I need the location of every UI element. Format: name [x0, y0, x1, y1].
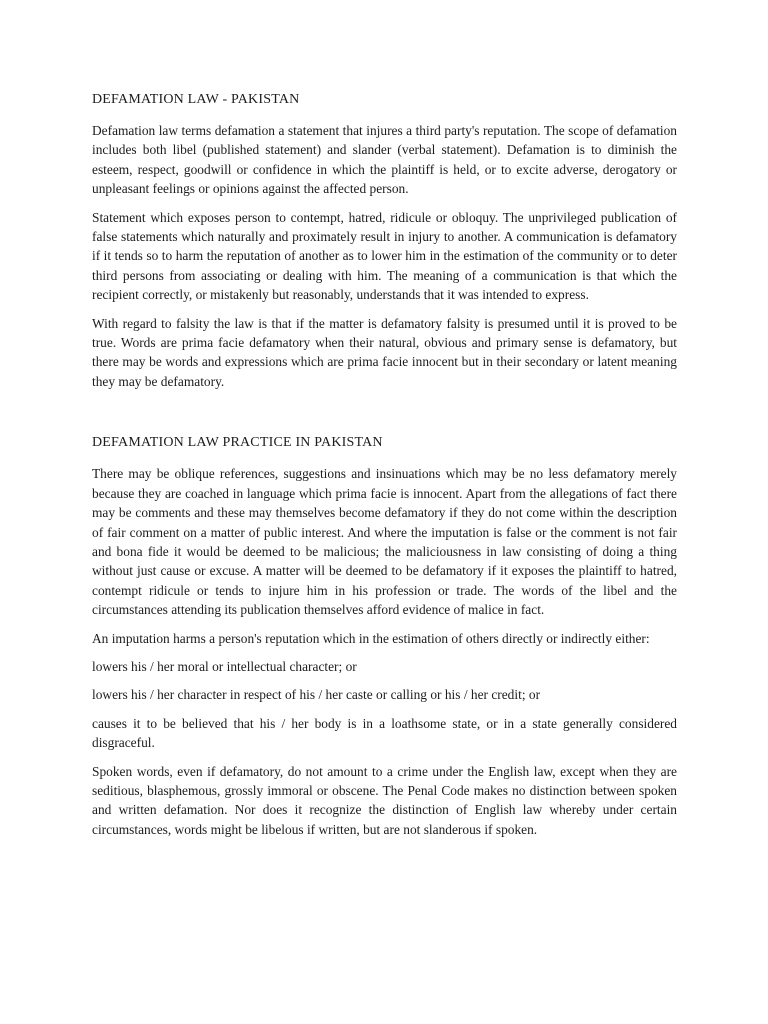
paragraph: Defamation law terms defamation a statement that injures a third party's reputation. The scope of defamation includes both libel (published statement) and slander (verbal statement). Defamation is to diminish the esteem, respect, goodwill or confidence in which the plaintiff is held, or to excite adverse, derogatory or unpleasant feelings or opinions against the affected person.	[92, 123, 677, 197]
paragraph: There may be oblique references, suggestions and insinuations which may be no less defamatory merely because they are coached in language which prima facie is innocent. Apart from the allegations of fact there may be comments and these may themselves become defamatory if they do not come within the description of fair comment on a matter of public interest. And where the imputation is false or the comment is not fair and bona fide it would be deemed to be malicious; the maliciousness in law consisting of doing a thing without just cause or excuse. A matter will be deemed to be defamatory if it exposes the plaintiff to hatred, contempt ridicule or tends to injure him in his profession or trade. The words of the libel and the circumstances attending its publication themselves afford evidence of malice in fact.	[92, 466, 677, 618]
section-spacer	[92, 400, 677, 433]
section-title: DEFAMATION LAW - PAKISTAN	[92, 92, 300, 107]
list-item: lowers his / her moral or intellectual character; or	[92, 658, 357, 674]
paragraph: Statement which exposes person to contempt, hatred, ridicule or obloquy. The unprivileged publication of false statements which naturally and proximately result in injury to another. A communication is defamatory if it tends so to harm the reputation of another as to lower him in the estimation of the community or to deter third persons from associating or dealing with him. The meaning of a communication is that which the recipient correctly, or mistakenly but reasonably, understands that it was intended to express.	[92, 209, 677, 303]
paragraph: With regard to falsity the law is that if the matter is defamatory falsity is presumed until it is proved to be true. Words are prima facie defamatory when their natural, obvious and primary sense is defamatory, but there may be words and expressions which are prima facie innocent but in their secondary or latent meaning they may be defamatory.	[92, 315, 677, 389]
list-item: causes it to be believed that his / her body is in a loathsome state, or in a state generally considered disgraceful.	[92, 715, 677, 751]
paragraph: Spoken words, even if defamatory, do not amount to a crime under the English law, except when they are seditious, blasphemous, grossly immoral or obscene. The Penal Code makes no distinction between spoken and written defamation. Nor does it recognize the distinction of English law whereby under certain circumstances, words might be libelous if written, but are not slanderous if spoken.	[92, 763, 677, 837]
section-title: DEFAMATION LAW PRACTICE IN PAKISTAN	[92, 435, 383, 451]
list-item: lowers his / her character in respect of his / her caste or calling or his / her credit; or	[92, 687, 541, 703]
paragraph: An imputation harms a person's reputation which in the estimation of others directly or indirectly either:	[92, 630, 650, 646]
document-page	[92, 90, 677, 848]
